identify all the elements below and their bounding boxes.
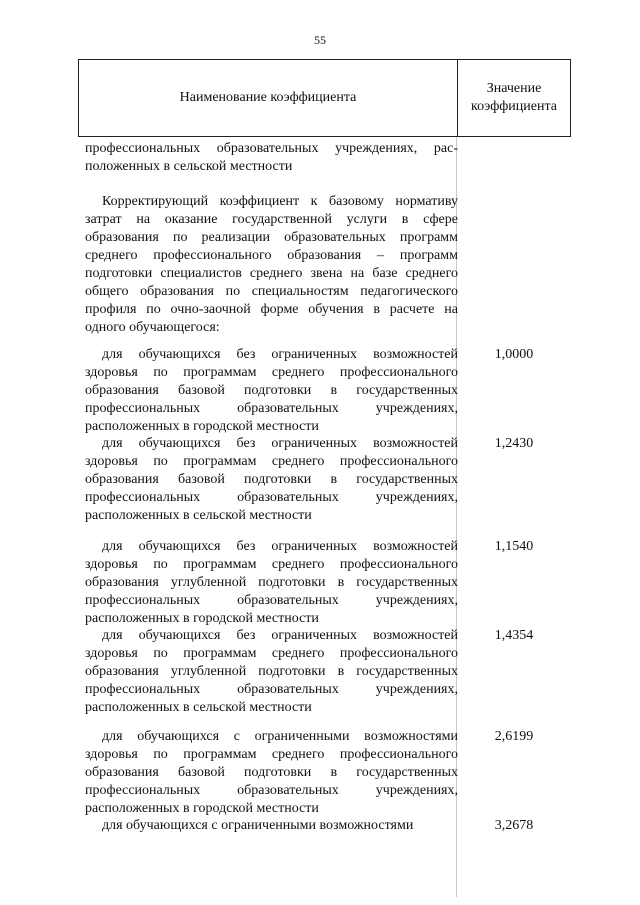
coefficient-value-6: 3,2678	[494, 818, 534, 833]
coefficient-value-5: 2,6199	[494, 729, 534, 744]
coefficient-value-4: 1,4354	[494, 628, 534, 643]
column-header-value: Значение коэффициента	[471, 81, 557, 114]
coefficient-value-3: 1,1540	[494, 539, 534, 554]
page-number: 55	[314, 33, 326, 47]
intro-paragraph: Корректирующий коэффициент к базовому нормативу затрат на оказание государственной услуги в сфере образования по реализации образовательных программ среднего профессионального образования – программ подготовки специалистов среднего звена на базе среднего общего образования по специальностям педагогического профиля по очно-заочной форме обучения в расчете на одного обучающегося:	[85, 194, 458, 335]
coefficient-value-2: 1,2430	[494, 436, 534, 451]
coefficient-description-3: для обучающихся без ограниченных возможностей здоровья по программам среднего профессионального образования углубленной подготовки в государственных профессиональных образовательных учреждениях, расположенных в городской местности	[85, 539, 458, 626]
coefficient-description-1: для обучающихся без ограниченных возможностей здоровья по программам среднего профессионального образования базовой подготовки в государственных профессиональных образовательных учреждениях, расположенных в городской местности	[85, 347, 458, 434]
coefficient-description-4: для обучающихся без ограниченных возможностей здоровья по программам среднего профессионального образования углубленной подготовки в государственных профессиональных образовательных учреждениях, расположенных в сельской местности	[85, 628, 458, 715]
coefficient-description-5: для обучающихся с ограниченными возможностями здоровья по программам среднего профессионального образования базовой подготовки в государственных профессиональных образовательных учреждениях, расположенных в городской местности	[85, 729, 458, 816]
coefficient-value-1: 1,0000	[494, 347, 534, 362]
coefficient-description-6: для обучающихся с ограниченными возможностями	[102, 818, 414, 833]
coefficient-description-2: для обучающихся без ограниченных возможностей здоровья по программам среднего профессионального образования базовой подготовки в государственных профессиональных образовательных учреждениях, расположенных в сельской местности	[85, 436, 458, 523]
column-header-name: Наименование коэффициента	[79, 60, 458, 136]
table-header	[78, 59, 571, 137]
continuation-text: профессиональных образовательных учреждениях, рас- положенных в сельской местности	[85, 141, 458, 174]
